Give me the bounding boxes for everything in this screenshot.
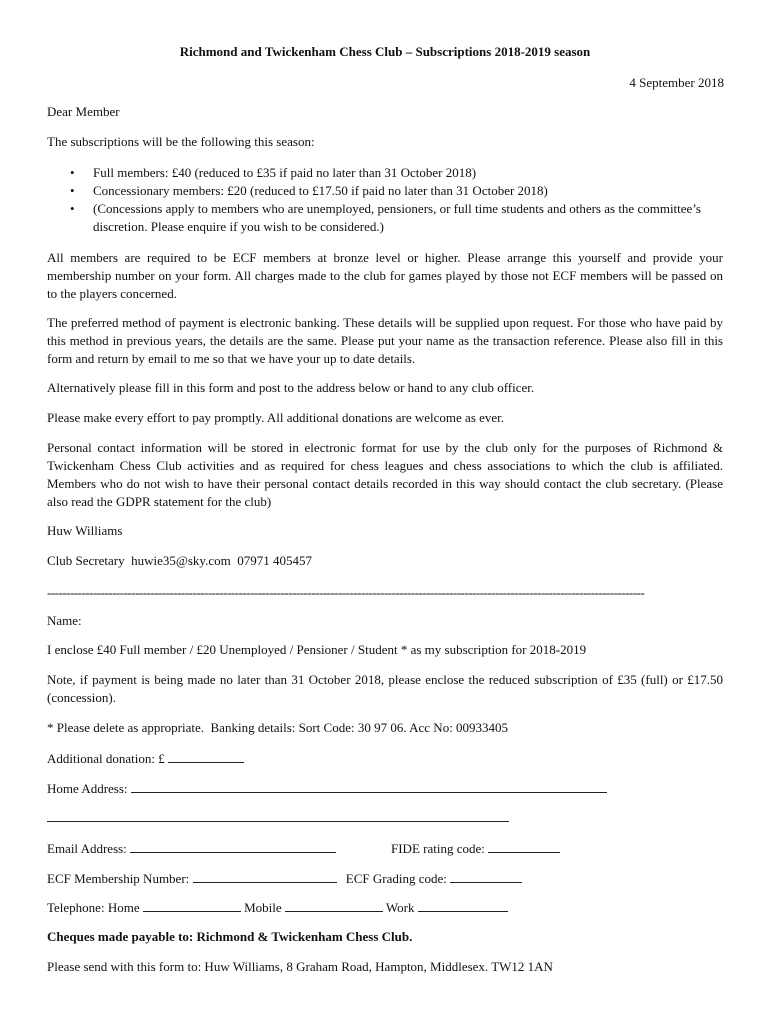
home-address-row (47, 779, 723, 798)
signature-contact: Club Secretary huwie35@sky.com 07971 405457 (47, 553, 312, 568)
list-item: • Concessionary members: £20 (reduced to £17.50 if paid no later than 31 October 2018) (70, 183, 548, 198)
ecf-number-field[interactable] (193, 869, 337, 883)
payment-note: Note, if payment is being made no later than 31 October 2018, please enclose the reduced subscription of £35 (full) or £17.50 (concession). (47, 672, 723, 705)
paragraph-privacy: Personal contact information will be stored in electronic format for use by the club only for the purposes of Richmond & Twickenham Chess Club activities and as required for chess leagues and chess associations to which the club is affiliated. Members who do not wish to have their personal contact details recorded in this way should contact the club secretary. (Please also read the GDPR statement for the club) (47, 440, 723, 509)
intro-text: The subscriptions will be the following this season: (47, 134, 315, 149)
fide-row (391, 839, 721, 858)
mobile-field[interactable] (285, 898, 383, 912)
greeting: Dear Member (47, 104, 120, 119)
mobile-label: Mobile (244, 900, 282, 915)
paragraph-post: Alternatively please fill in this form and post to the address below or hand to any club officer. (47, 380, 535, 395)
ecf-number-label: ECF Membership Number: (47, 871, 190, 886)
list-item: • (Concessions apply to members who are unemployed, pensioners, or full time students and others as the committee’s discretion. Please enquire if you wish to be considered.) (70, 201, 701, 234)
paragraph-ecf: All members are required to be ECF members at bronze level or higher. Please arrange this yourself and provide your membership number on your form. All charges made to the club for games played by those not ECF members will be passed on to the players concerned. (47, 250, 723, 301)
cut-line-divider: ------------------------------------------------------------------------------------------------------------------------------------------------------------ (47, 585, 645, 600)
home-address-row-2 (47, 808, 723, 827)
work-field[interactable] (418, 898, 508, 912)
ecf-grading-field[interactable] (450, 869, 522, 883)
work-label: Work (385, 900, 415, 915)
ecf-grading-label: ECF Grading code: (345, 871, 447, 886)
paragraph-payment: The preferred method of payment is electronic banking. These details will be supplied upon request. For those who have paid by this method in previous years, the details are the same. Please put your name as the transaction reference. Please also fill in this form and return by email to me so that we have your up to date details. (47, 315, 723, 366)
home-address-field[interactable] (131, 779, 607, 793)
telephone-home-label: Telephone: Home (47, 900, 140, 915)
telephone-row (47, 898, 723, 917)
subscription-list (47, 164, 723, 236)
paragraph-prompt: Please make every effort to pay promptly. All additional donations are welcome as ever. (47, 410, 505, 425)
letter-date: 4 September 2018 (629, 75, 724, 90)
fide-field[interactable] (488, 839, 560, 853)
page-title: Richmond and Twickenham Chess Club – Subscriptions 2018-2019 season (179, 44, 591, 59)
donation-field[interactable] (168, 749, 244, 763)
enclose-line: I enclose £40 Full member / £20 Unemployed / Pensioner / Student * as my subscription for 2018-2019 (47, 642, 587, 657)
ecf-number-row (47, 869, 723, 888)
send-to-address: Please send with this form to: Huw Williams, 8 Graham Road, Hampton, Middlesex. TW12 1AN (47, 959, 553, 974)
signature-name: Huw Williams (47, 523, 123, 538)
donation-label: Additional donation: £ (47, 751, 165, 766)
donation-row (47, 749, 723, 768)
name-label: Name: (47, 613, 82, 628)
cheques-note: Cheques made payable to: Richmond & Twickenham Chess Club. (47, 929, 413, 944)
list-item: • Full members: £40 (reduced to £35 if paid no later than 31 October 2018) (70, 165, 477, 180)
bullet-icon: • (70, 165, 75, 180)
bullet-icon: • (70, 201, 75, 216)
telephone-home-field[interactable] (143, 898, 241, 912)
home-address-label: Home Address: (47, 781, 128, 796)
email-label: Email Address: (47, 841, 127, 856)
banking-details: * Please delete as appropriate. Banking details: Sort Code: 30 97 06. Acc No: 00933405 (47, 720, 509, 735)
fide-label: FIDE rating code: (391, 841, 485, 856)
bullet-icon: • (70, 183, 75, 198)
email-field[interactable] (130, 839, 336, 853)
home-address-field-2[interactable] (47, 808, 509, 822)
